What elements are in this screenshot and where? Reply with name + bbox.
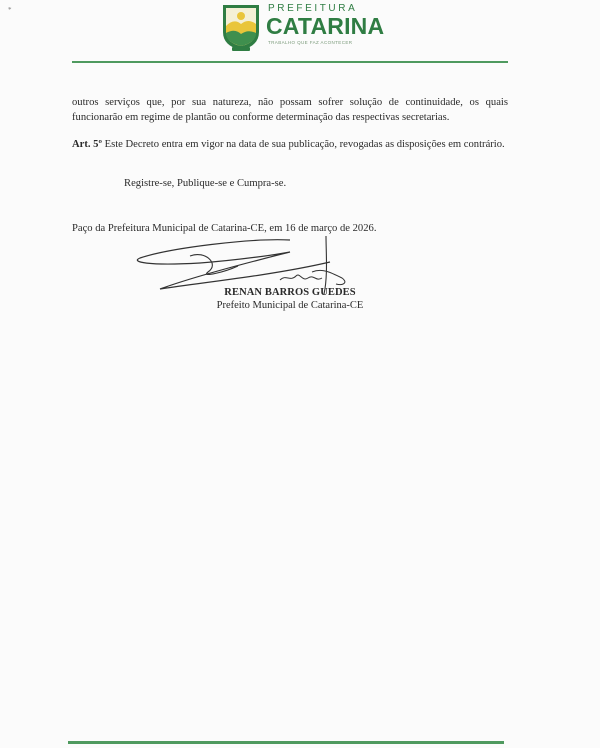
signatory-name: RENAN BARROS GUEDES	[224, 287, 356, 298]
brand-slogan: TRABALHO QUE FAZ ACONTECER	[268, 40, 353, 45]
article-label: Art. 5º	[72, 139, 102, 150]
place-date: Paço da Prefeitura Municipal de Catarina-CE, em 16 de março de 2026.	[72, 223, 377, 234]
signatory-title: Prefeito Municipal de Catarina-CE	[216, 300, 364, 311]
corner-mark: *	[8, 6, 12, 14]
crest-icon	[220, 2, 262, 52]
article-5-paragraph	[72, 137, 508, 152]
brand-top-text: PREFEITURA	[268, 3, 358, 14]
closing-formula: Registre-se, Publique-se e Cumpra-se.	[124, 178, 287, 189]
header-rule	[72, 61, 508, 63]
brand-name: CATARINA	[266, 13, 385, 39]
article-text: Este Decreto entra em vigor na data de sua publicação, revogadas as disposições em contrário.	[101, 139, 505, 150]
paragraph-continuation: outros serviços que, por sua natureza, não possam sofrer solução de continuidade, os quais funcionarão em regime de plantão ou conforme determinação das respectivas secretarias.	[72, 97, 508, 123]
footer-rule	[68, 741, 504, 744]
prefeitura-logo	[220, 2, 385, 52]
